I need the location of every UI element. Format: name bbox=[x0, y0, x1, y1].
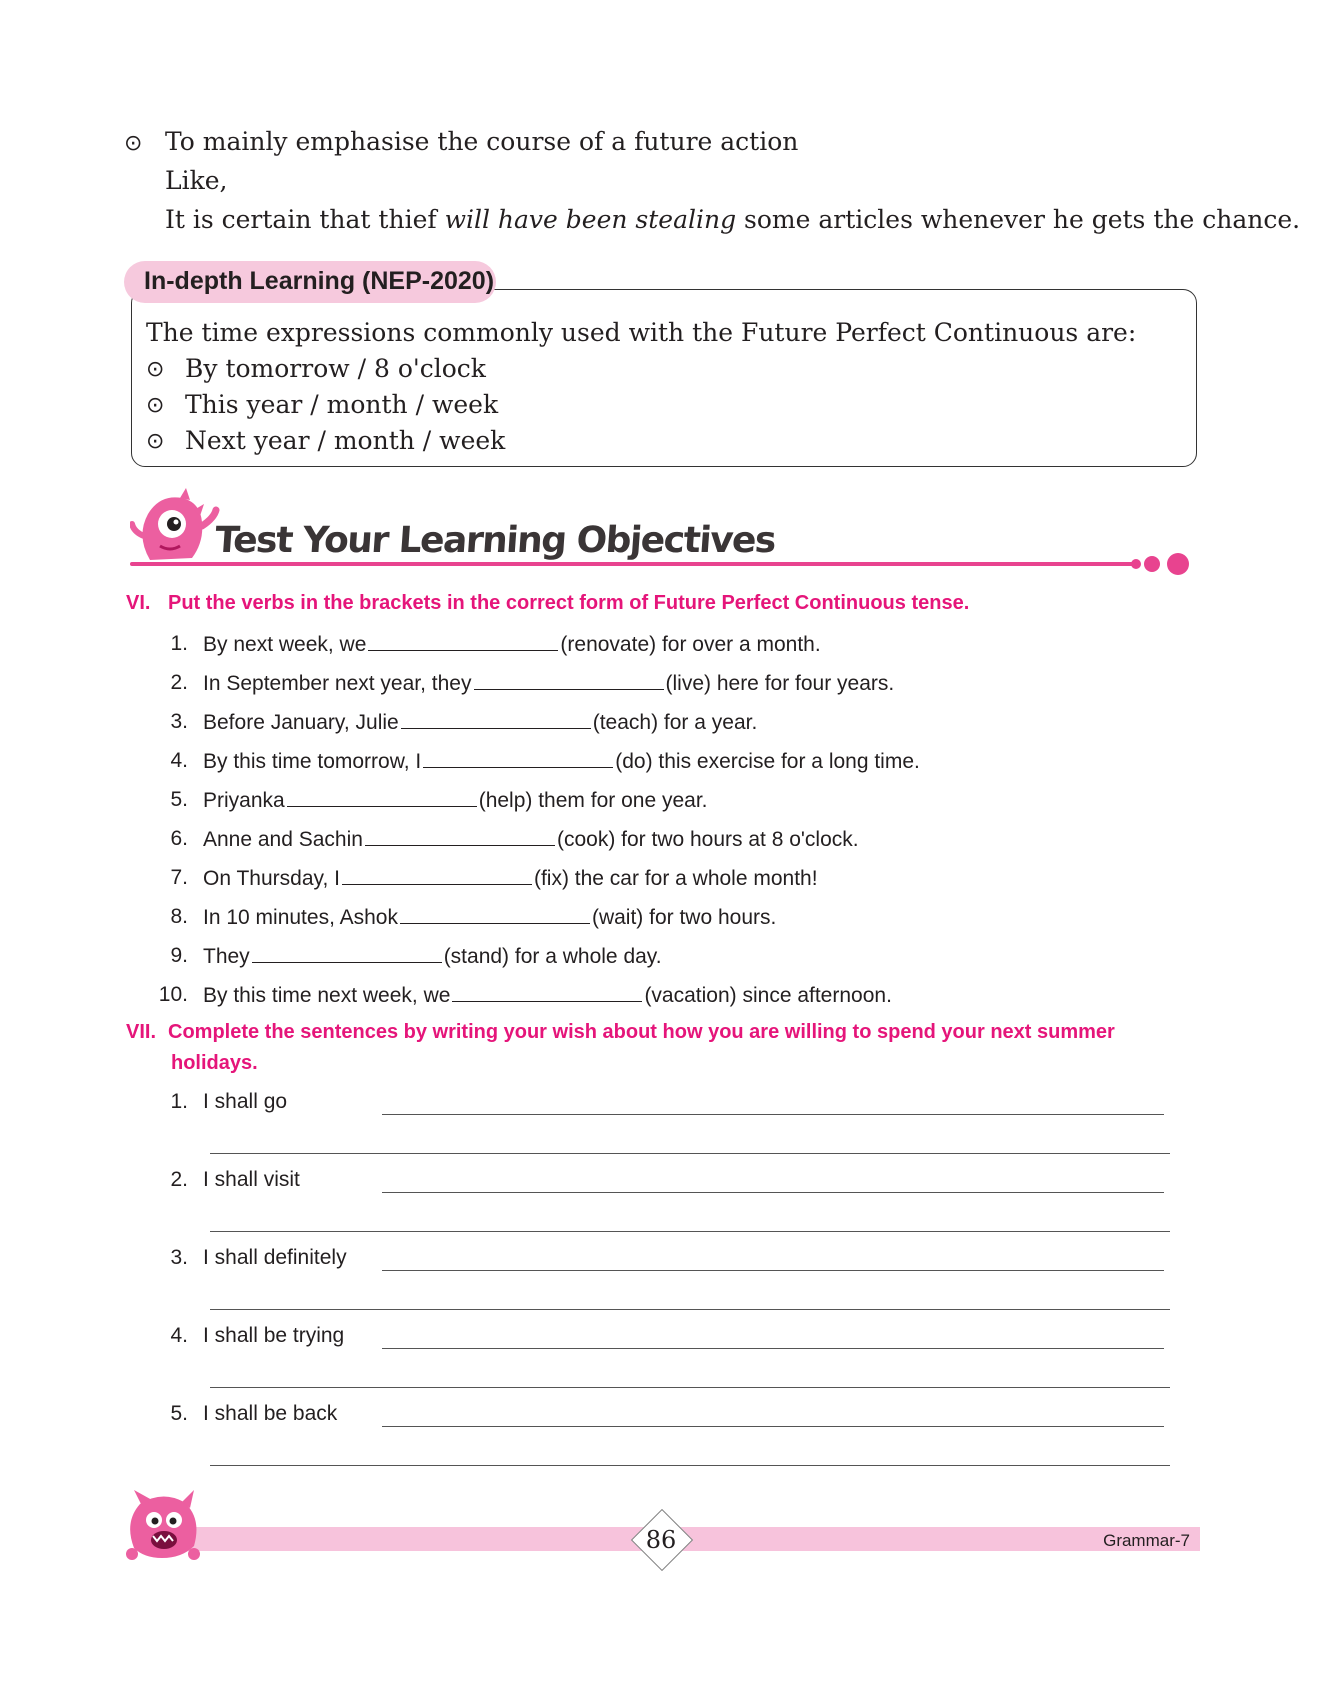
target-bullet-icon: ⊙ bbox=[146, 357, 165, 382]
writing-line[interactable] bbox=[210, 1309, 1170, 1310]
intro-example: It is certain that thief will have been stealing some articles whenever he gets the chance. bbox=[165, 205, 1301, 234]
footer-monster-icon bbox=[120, 1488, 206, 1560]
answer-blank[interactable] bbox=[400, 905, 590, 924]
answer-blank[interactable] bbox=[474, 671, 664, 690]
answer-blank[interactable] bbox=[252, 944, 442, 963]
answer-blank[interactable] bbox=[368, 632, 558, 651]
section-vii-heading-cont: holidays. bbox=[171, 1052, 258, 1074]
answer-blank[interactable] bbox=[342, 866, 532, 885]
intro-like: Like, bbox=[165, 166, 228, 195]
section-header-title: Test Your Learning Objectives bbox=[213, 520, 777, 561]
monster-mascot-icon bbox=[130, 488, 220, 570]
answer-blank[interactable] bbox=[452, 983, 642, 1002]
writing-line[interactable] bbox=[210, 1387, 1170, 1388]
book-title: Grammar-7 bbox=[1103, 1531, 1190, 1550]
answer-blank[interactable] bbox=[365, 827, 555, 846]
writing-line[interactable] bbox=[210, 1231, 1170, 1232]
answer-blank[interactable] bbox=[401, 710, 591, 729]
writing-line[interactable] bbox=[382, 1426, 1164, 1427]
answer-blank[interactable] bbox=[423, 749, 613, 768]
intro-bullet-text: To mainly emphasise the course of a future action bbox=[165, 127, 799, 156]
in-depth-item: Next year / month / week bbox=[185, 426, 506, 455]
target-bullet-icon: ⊙ bbox=[124, 131, 143, 156]
in-depth-lead: The time expressions commonly used with the Future Perfect Continuous are: bbox=[146, 318, 1137, 347]
in-depth-title: In-depth Learning (NEP-2020) bbox=[144, 267, 495, 295]
writing-line[interactable] bbox=[382, 1192, 1164, 1193]
writing-line[interactable] bbox=[382, 1348, 1164, 1349]
target-bullet-icon: ⊙ bbox=[146, 393, 165, 418]
header-underline bbox=[130, 562, 1135, 566]
target-bullet-icon: ⊙ bbox=[146, 429, 165, 454]
in-depth-item: This year / month / week bbox=[185, 390, 499, 419]
writing-line[interactable] bbox=[382, 1270, 1164, 1271]
section-vi-heading: VI. Put the verbs in the brackets in the correct form of Future Perfect Continuous tense. bbox=[126, 592, 970, 614]
writing-line[interactable] bbox=[210, 1465, 1170, 1466]
page-number: 86 bbox=[645, 1526, 677, 1554]
answer-blank[interactable] bbox=[287, 788, 477, 807]
writing-line[interactable] bbox=[382, 1114, 1164, 1115]
in-depth-item: By tomorrow / 8 o'clock bbox=[185, 354, 486, 383]
section-vii-heading: VII. Complete the sentences by writing your wish about how you are willing to spend your next summer bbox=[126, 1021, 1115, 1043]
dots-ornament-icon bbox=[1130, 551, 1202, 579]
writing-line[interactable] bbox=[210, 1153, 1170, 1154]
